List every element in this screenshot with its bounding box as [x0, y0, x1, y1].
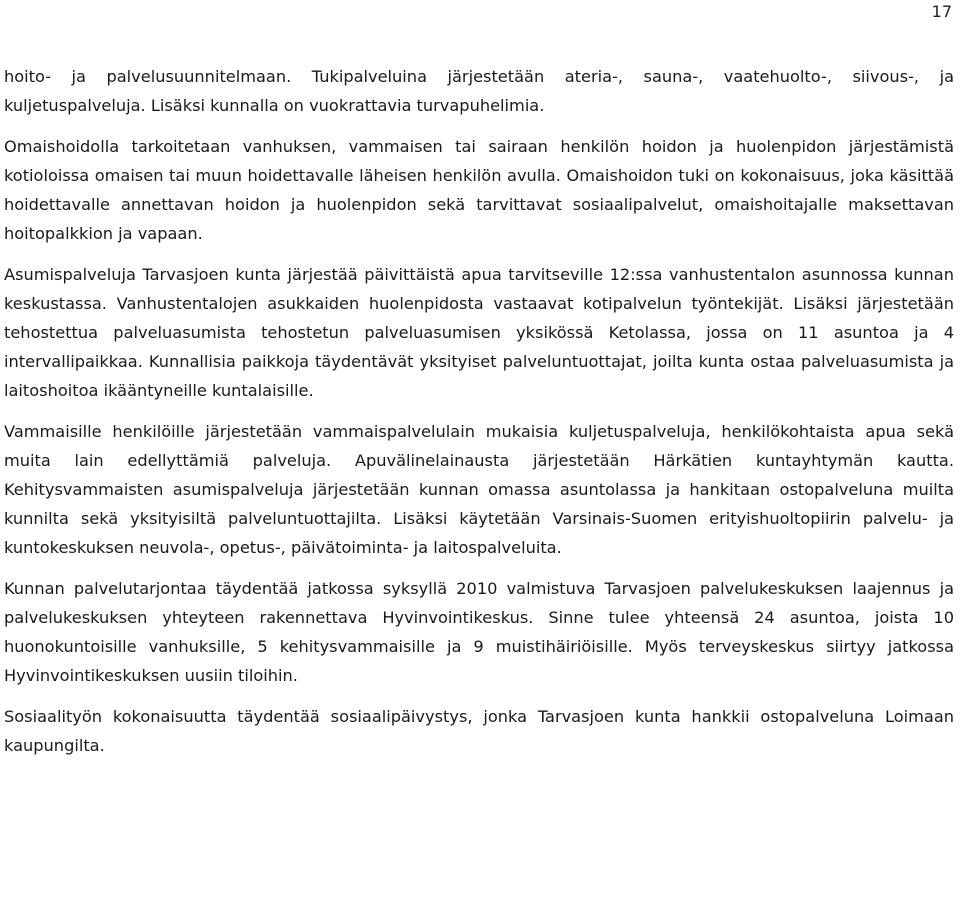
paragraph-social-work: Sosiaalityön kokonaisuutta täydentää sosiaalipäivystys, jonka Tarvasjoen kunta hankkii ostopalveluna Loimaan kaupungilta.	[4, 707, 954, 755]
document-body	[4, 62, 954, 760]
paragraph-disability-services: Vammaisille henkilöille järjestetään vammaispalvelulain mukaisia kuljetuspalveluja, henkilökohtaista apua sekä muita lain edellyttämiä palveluja. Apuvälinelainausta järjestetään Härkätien kuntayhtymän kautta. Kehitysvammaisten asumispalveluja järjestetään kunnan omassa asuntolassa ja hankitaan ostopalveluna muilta kunnilta sekä yksityisiltä palveluntuottajilta. Lisäksi käytetään Varsinais-Suomen erityishuoltopiirin palvelu- ja kuntokeskuksen neuvola-, opetus-, päivätoiminta- ja laitospalveluita.	[4, 422, 954, 557]
paragraph-service-center-expansion: Kunnan palvelutarjontaa täydentää jatkossa syksyllä 2010 valmistuva Tarvasjoen palvelukeskuksen laajennus ja palvelukeskuksen yhteyteen rakennettava Hyvinvointikeskus. Sinne tulee yhteensä 24 asuntoa, joista 10 huonokuntoisille vanhuksille, 5 kehitysvammaisille ja 9 muistihäiriöisille. Myös terveyskeskus siirtyy jatkossa Hyvinvointikeskuksen uusiin tiloihin.	[4, 579, 954, 685]
paragraph-housing-services: Asumispalveluja Tarvasjoen kunta järjestää päivittäistä apua tarvitseville 12:ssa vanhustentalon asunnossa kunnan keskustassa. Vanhustentalojen asukkaiden huolenpidosta vastaavat kotipalvelun työntekijät. Lisäksi järjestetään tehostettua palveluasumista tehostetun palveluasumisen yksikössä Ketolassa, jossa on 11 asuntoa ja 4 intervallipaikkaa. Kunnallisia paikkoja täydentävät yksityiset palveluntuottajat, joilta kunta ostaa palveluasumista ja laitoshoitoa ikääntyneille kuntalaisille.	[4, 265, 954, 400]
page-number: 17	[931, 2, 952, 21]
paragraph-family-care: Omaishoidolla tarkoitetaan vanhuksen, vammaisen tai sairaan henkilön hoidon ja huolenpidon järjestämistä kotioloissa omaisen tai muun hoidettavalle läheisen henkilön avulla. Omaishoidon tuki on kokonaisuus, joka käsittää hoidettavalle annettavan hoidon ja huolenpidon sekä tarvittavat sosiaalipalvelut, omaishoitajalle maksettavan hoitopalkkion ja vapaan.	[4, 137, 954, 243]
paragraph-support-services: hoito- ja palvelusuunnitelmaan. Tukipalveluina järjestetään ateria-, sauna-, vaatehuolto-, siivous-, ja kuljetuspalveluja. Lisäksi kunnalla on vuokrattavia turvapuhelimia.	[4, 67, 954, 115]
